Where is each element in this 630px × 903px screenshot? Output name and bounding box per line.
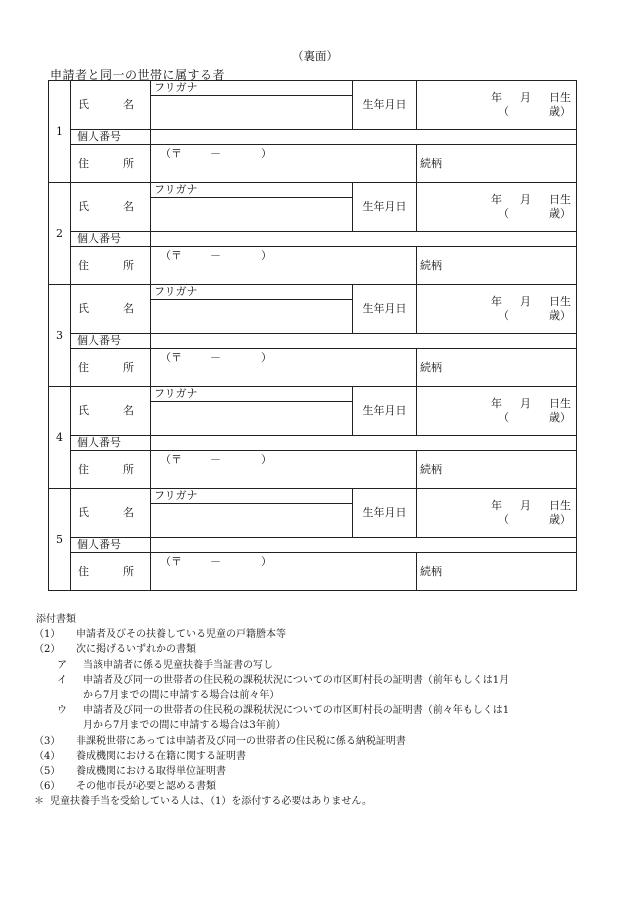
member-row xyxy=(49,81,577,96)
attachment-text: 次に掲げるいずれかの書類 xyxy=(76,644,196,656)
relationship-field[interactable] xyxy=(417,553,577,591)
month-unit: 月 xyxy=(520,91,531,105)
subitem-marker: イ xyxy=(57,674,67,686)
page-side-label: （裏面） xyxy=(292,49,338,63)
relationship-label: 続柄 xyxy=(420,462,442,476)
postal-close: ） xyxy=(261,147,272,160)
member-number: 4 xyxy=(49,387,71,489)
address-label xyxy=(71,247,151,285)
attachment-subitem xyxy=(34,673,594,703)
age-open-paren: （ xyxy=(498,105,509,118)
subitem-line: から7月までの間に申請する場合は前々年） xyxy=(83,690,280,702)
day-born-unit: 日生 xyxy=(549,193,571,207)
name-field[interactable] xyxy=(151,96,353,130)
age-open-paren: （ xyxy=(498,309,509,322)
name-label-text: 氏 名 xyxy=(78,98,134,112)
relationship-label: 続柄 xyxy=(420,156,442,170)
address-label xyxy=(71,553,151,591)
postal-open: （〒 xyxy=(160,351,182,364)
furigana-label: フリガナ xyxy=(154,387,198,401)
member-row xyxy=(49,334,577,349)
birth-label: 生年月日 xyxy=(353,81,417,130)
postal-dash: － xyxy=(210,147,221,160)
address-field[interactable] xyxy=(151,247,417,285)
member-number: 2 xyxy=(49,183,71,285)
name-field[interactable] xyxy=(151,198,353,232)
subitem-line: 申請者及び同一の世帯者の住民税の課税状況についての市区町村長の証明書（前年もしくは1月 xyxy=(83,674,510,686)
attachment-marker: （4） xyxy=(34,750,61,762)
birth-date-field[interactable] xyxy=(417,285,577,334)
name-label xyxy=(71,489,151,538)
member-row xyxy=(49,489,577,504)
birth-label: 生年月日 xyxy=(353,489,417,538)
age-unit: 歳） xyxy=(549,411,571,424)
relationship-label: 続柄 xyxy=(420,360,442,374)
member-row xyxy=(49,285,577,300)
attachment-marker: （6） xyxy=(34,781,61,793)
furigana-label: フリガナ xyxy=(154,81,198,95)
subitem-text xyxy=(83,703,594,733)
year-unit: 年 xyxy=(491,499,502,513)
postal-open: （〒 xyxy=(160,249,182,262)
section-title: 申請者と同一の世帯に属する者 xyxy=(50,68,226,82)
attachments-list xyxy=(34,627,594,794)
attachments-section xyxy=(34,612,594,810)
address-field[interactable] xyxy=(151,145,417,183)
relationship-field[interactable] xyxy=(417,247,577,285)
address-label-text: 住 所 xyxy=(78,156,134,170)
member-row xyxy=(49,387,577,402)
attachment-item xyxy=(34,734,594,749)
attachment-text: 非課税世帯にあっては申請者及び同一の世帯者の住民税に係る納税証明書 xyxy=(76,735,406,747)
subitem-text xyxy=(83,658,594,673)
furigana-field[interactable] xyxy=(151,183,353,198)
subitem-line: 当該申請者に係る児童扶養手当証書の写し xyxy=(83,659,273,671)
name-field[interactable] xyxy=(151,300,353,334)
my-number-label: 個人番号 xyxy=(71,436,151,451)
postal-dash: － xyxy=(210,555,221,568)
furigana-field[interactable] xyxy=(151,387,353,402)
furigana-field[interactable] xyxy=(151,285,353,300)
birth-date-field[interactable] xyxy=(417,387,577,436)
relationship-field[interactable] xyxy=(417,451,577,489)
subitem-line: 月から7月までの間に申請する場合は3年前） xyxy=(83,720,286,732)
age-unit: 歳） xyxy=(549,105,571,118)
attachment-subitem xyxy=(34,658,594,673)
my-number-label: 個人番号 xyxy=(71,538,151,553)
name-label xyxy=(71,81,151,130)
subitem-text xyxy=(83,673,594,703)
birth-label: 生年月日 xyxy=(353,387,417,436)
address-field[interactable] xyxy=(151,349,417,387)
subitem-marker: ウ xyxy=(57,705,67,717)
relationship-field[interactable] xyxy=(417,145,577,183)
name-label xyxy=(71,387,151,436)
postal-code-field xyxy=(160,147,272,160)
birth-label: 生年月日 xyxy=(353,285,417,334)
address-label xyxy=(71,145,151,183)
attachment-item xyxy=(34,642,594,657)
birth-label: 生年月日 xyxy=(353,183,417,232)
my-number-field[interactable] xyxy=(151,538,577,553)
name-field[interactable] xyxy=(151,504,353,538)
my-number-label: 個人番号 xyxy=(71,130,151,145)
year-unit: 年 xyxy=(491,295,502,309)
member-row xyxy=(49,130,577,145)
member-row xyxy=(49,183,577,198)
my-number-field[interactable] xyxy=(151,436,577,451)
address-label xyxy=(71,349,151,387)
member-row xyxy=(49,451,577,489)
attachment-marker: （1） xyxy=(34,629,61,641)
birth-date-field[interactable] xyxy=(417,81,577,130)
age-unit: 歳） xyxy=(549,513,571,526)
postal-open: （〒 xyxy=(160,147,182,160)
name-label-text: 氏 名 xyxy=(78,200,134,214)
furigana-field[interactable] xyxy=(151,489,353,504)
address-label-text: 住 所 xyxy=(78,360,134,374)
postal-code-field xyxy=(160,555,272,568)
age-open-paren: （ xyxy=(498,513,509,526)
postal-code-field xyxy=(160,351,272,364)
my-number-field[interactable] xyxy=(151,232,577,247)
member-number: 1 xyxy=(49,81,71,183)
postal-open: （〒 xyxy=(160,453,182,466)
furigana-label: フリガナ xyxy=(154,489,198,503)
attachment-text: 養成機関における在籍に関する証明書 xyxy=(76,750,246,762)
furigana-label: フリガナ xyxy=(154,183,198,197)
month-unit: 月 xyxy=(520,499,531,513)
furigana-label: フリガナ xyxy=(154,285,198,299)
member-row xyxy=(49,145,577,183)
address-label-text: 住 所 xyxy=(78,462,134,476)
relationship-label: 続柄 xyxy=(420,564,442,578)
age-unit: 歳） xyxy=(549,207,571,220)
year-unit: 年 xyxy=(491,91,502,105)
month-unit: 月 xyxy=(520,295,531,309)
member-number: 3 xyxy=(49,285,71,387)
postal-open: （〒 xyxy=(160,555,182,568)
day-born-unit: 日生 xyxy=(549,499,571,513)
my-number-label: 個人番号 xyxy=(71,232,151,247)
my-number-field[interactable] xyxy=(151,130,577,145)
postal-dash: － xyxy=(210,351,221,364)
name-label-text: 氏 名 xyxy=(78,404,134,418)
name-label-text: 氏 名 xyxy=(78,506,134,520)
subitem-line: 申請者及び同一の世帯者の住民税の課税状況についての市区町村長の証明書（前々年もしくは1 xyxy=(83,705,510,717)
attachment-text: 養成機関における取得単位証明書 xyxy=(76,766,226,778)
note-marker: ＊ xyxy=(34,796,44,808)
member-row xyxy=(49,538,577,553)
relationship-field[interactable] xyxy=(417,349,577,387)
name-label xyxy=(71,183,151,232)
year-unit: 年 xyxy=(491,193,502,207)
address-label xyxy=(71,451,151,489)
postal-code-field xyxy=(160,453,272,466)
name-label-text: 氏 名 xyxy=(78,302,134,316)
postal-dash: － xyxy=(210,249,221,262)
attachment-marker: （2） xyxy=(34,644,61,656)
name-field[interactable] xyxy=(151,402,353,436)
attachment-item xyxy=(34,749,594,764)
my-number-label: 個人番号 xyxy=(71,334,151,349)
subitem-marker: ア xyxy=(57,659,67,671)
furigana-field[interactable] xyxy=(151,81,353,96)
member-number: 5 xyxy=(49,489,71,591)
my-number-field[interactable] xyxy=(151,334,577,349)
postal-code-field xyxy=(160,249,272,262)
relationship-label: 続柄 xyxy=(420,258,442,272)
age-open-paren: （ xyxy=(498,207,509,220)
address-label-text: 住 所 xyxy=(78,258,134,272)
address-field[interactable] xyxy=(151,451,417,489)
postal-close: ） xyxy=(261,351,272,364)
attachment-marker: （3） xyxy=(34,735,61,747)
birth-date-field[interactable] xyxy=(417,489,577,538)
year-unit: 年 xyxy=(491,397,502,411)
address-field[interactable] xyxy=(151,553,417,591)
household-members-table xyxy=(48,80,577,591)
attachment-text: その他市長が必要と認める書類 xyxy=(76,781,216,793)
attachment-text: 申請者及びその扶養している児童の戸籍謄本等 xyxy=(76,629,286,641)
attachment-marker: （5） xyxy=(34,766,61,778)
member-row xyxy=(49,436,577,451)
member-row xyxy=(49,232,577,247)
name-label xyxy=(71,285,151,334)
month-unit: 月 xyxy=(520,193,531,207)
postal-close: ） xyxy=(261,555,272,568)
attachment-subitem xyxy=(34,703,594,733)
age-unit: 歳） xyxy=(549,309,571,322)
member-row xyxy=(49,553,577,591)
age-open-paren: （ xyxy=(498,411,509,424)
postal-close: ） xyxy=(261,249,272,262)
postal-dash: － xyxy=(210,453,221,466)
attachment-item xyxy=(34,764,594,779)
attachment-item xyxy=(34,627,594,642)
birth-date-field[interactable] xyxy=(417,183,577,232)
address-label-text: 住 所 xyxy=(78,564,134,578)
postal-close: ） xyxy=(261,453,272,466)
month-unit: 月 xyxy=(520,397,531,411)
attachments-title: 添付書類 xyxy=(36,614,76,625)
note-text: 児童扶養手当を受給している人は、（1）を添付する必要はありません。 xyxy=(50,796,372,808)
day-born-unit: 日生 xyxy=(549,397,571,411)
member-row xyxy=(49,349,577,387)
day-born-unit: 日生 xyxy=(549,91,571,105)
member-row xyxy=(49,247,577,285)
attachments-note xyxy=(34,794,594,809)
day-born-unit: 日生 xyxy=(549,295,571,309)
attachment-item xyxy=(34,779,594,794)
